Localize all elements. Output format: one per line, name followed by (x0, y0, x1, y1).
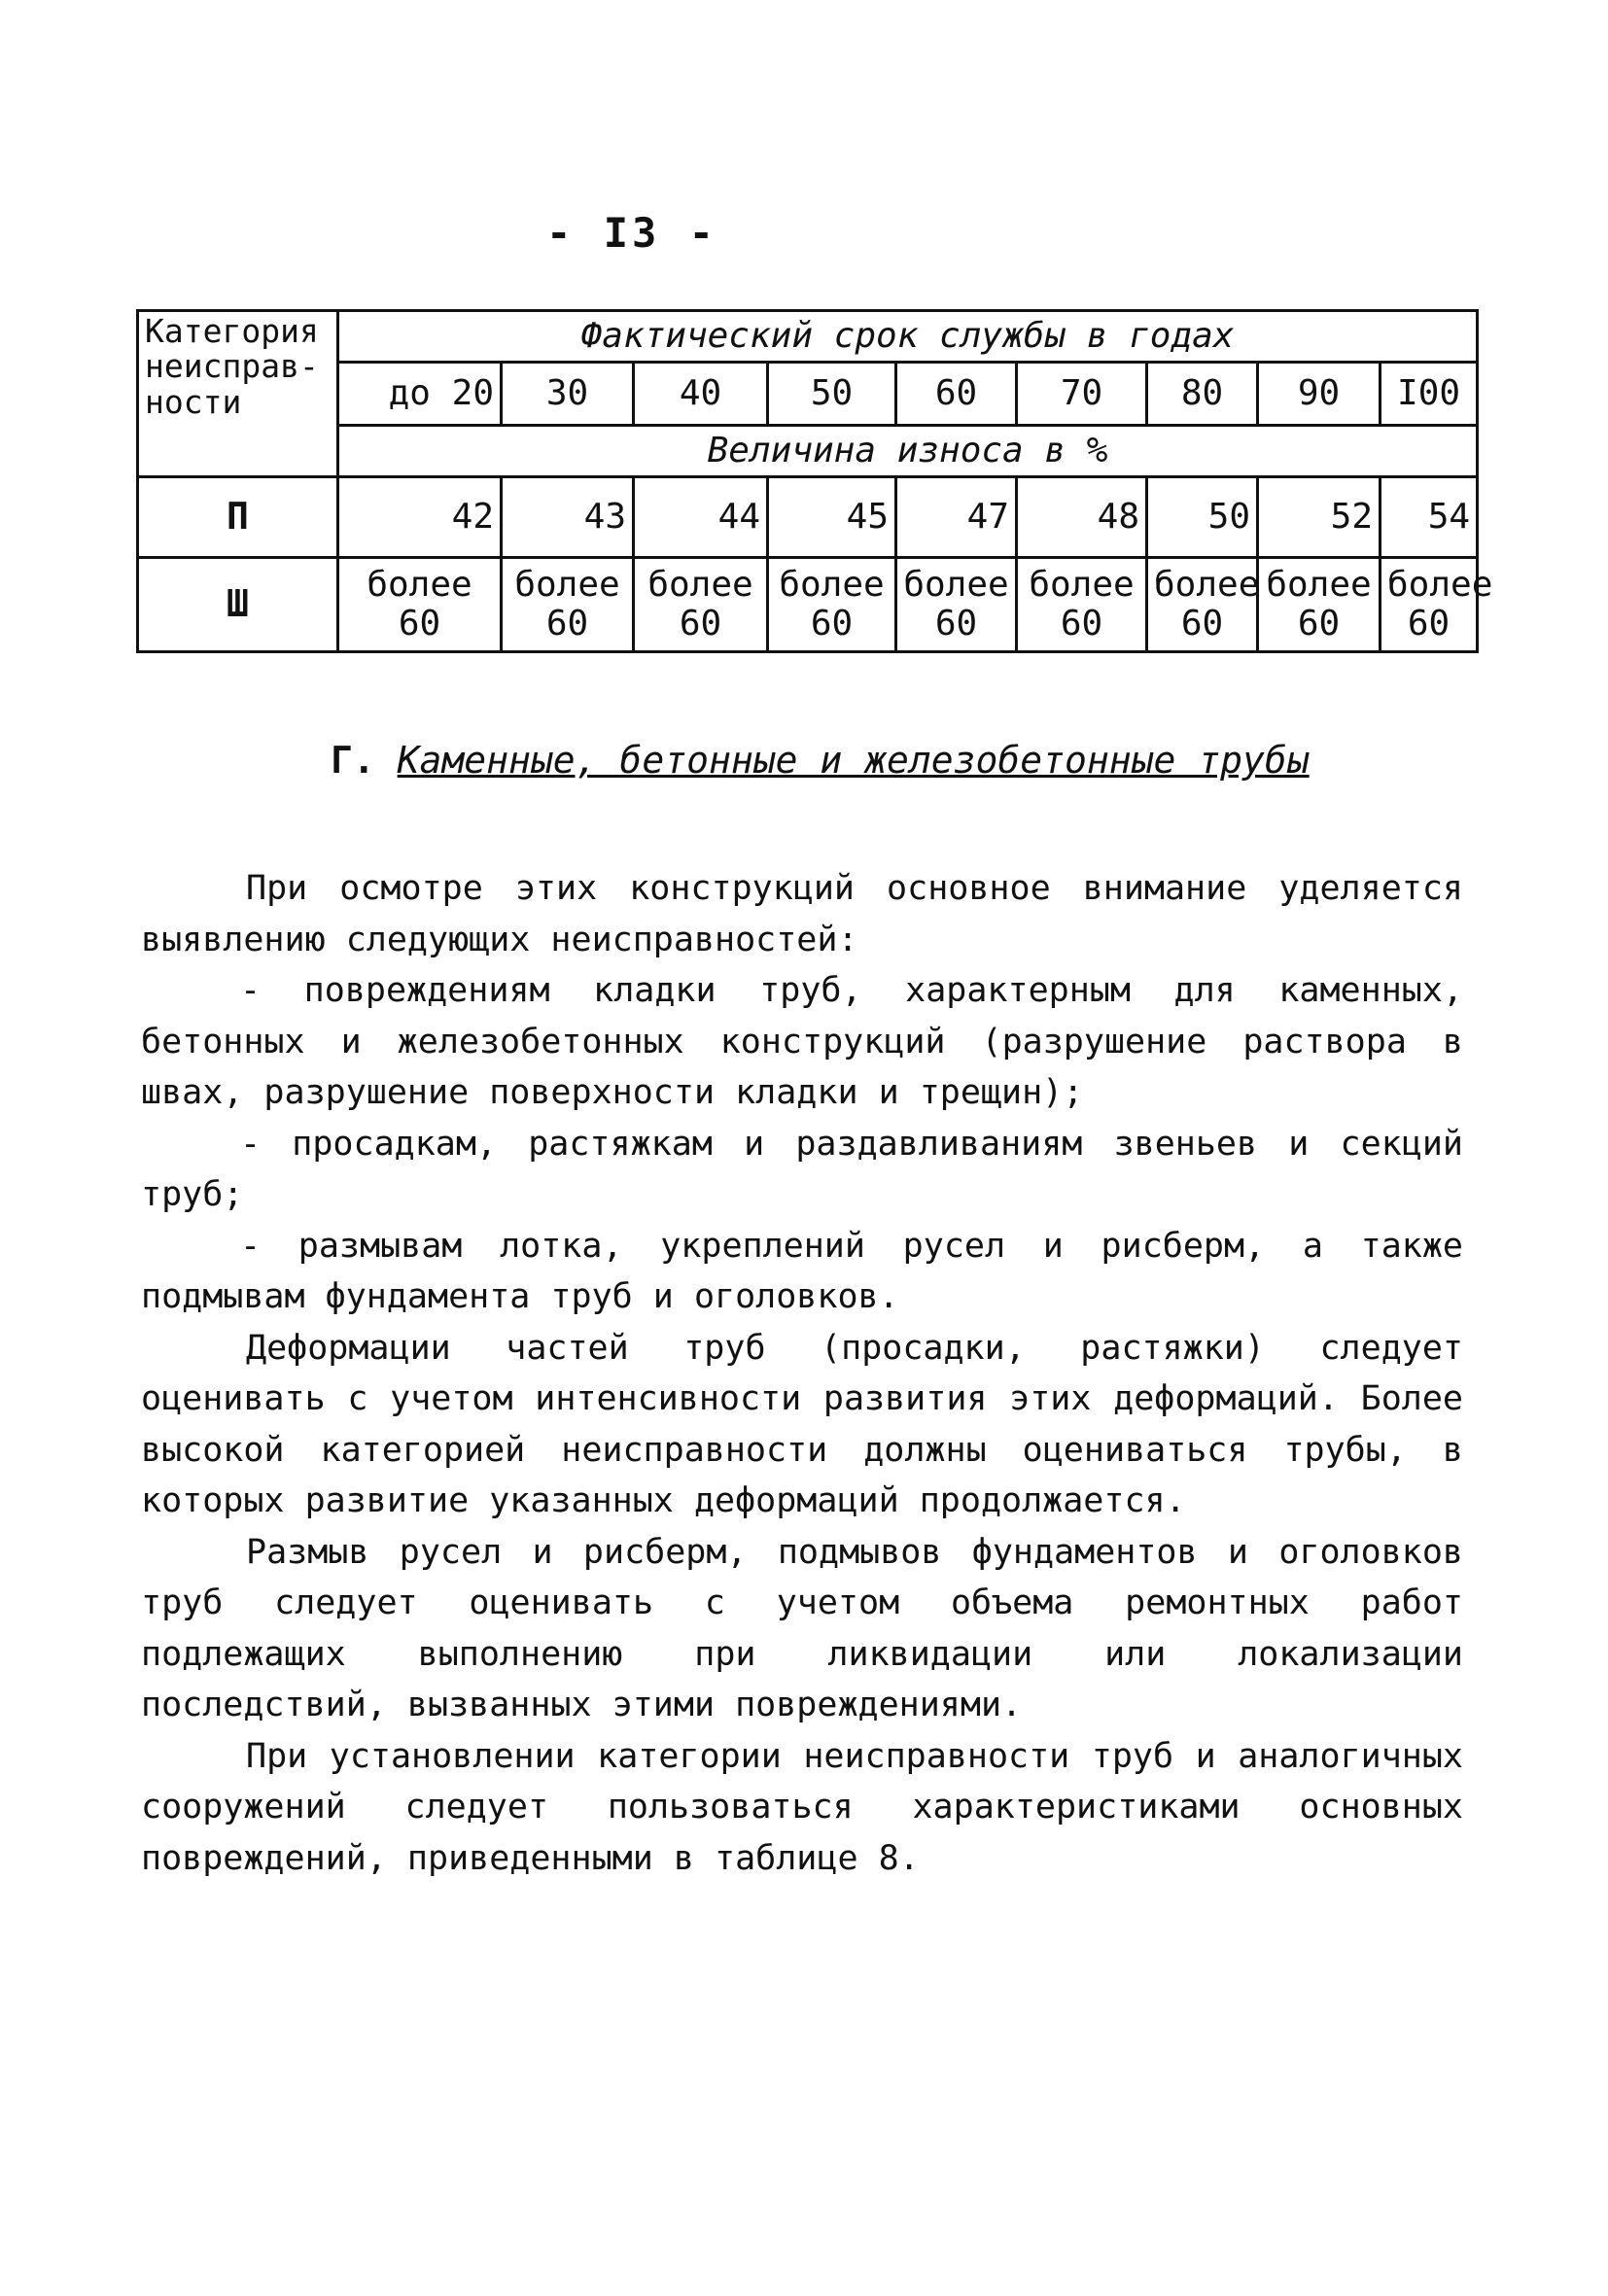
wear-value-cell: 48 (1017, 477, 1147, 558)
paragraph: При осмотре этих конструкций основное внимание уделяется выявлению следующих неисправностей: (141, 869, 1463, 959)
wear-value-cell: более 60 (1381, 558, 1478, 652)
year-cell: I00 (1381, 363, 1478, 426)
body-text (141, 863, 1463, 1884)
year-cell: 70 (1017, 363, 1147, 426)
wear-percent-header: Величина износа в % (338, 426, 1478, 477)
year-cell: 80 (1147, 363, 1258, 426)
wear-value-cell: 52 (1258, 477, 1381, 558)
wear-value-cell: более 60 (1017, 558, 1147, 652)
wear-value-cell: 54 (1381, 477, 1478, 558)
bullet-item: - повреждениям кладки труб, характерным для каменных, бетонных и железобетонных конструкций (разрушение раствора в швах, разрушение поверхности кладки и трещин); (141, 971, 1463, 1112)
wear-value-cell: более 60 (502, 558, 634, 652)
category-cell: Ш (138, 558, 338, 652)
wear-table (136, 309, 1493, 653)
year-cell: 90 (1258, 363, 1381, 426)
section-letter: Г. (331, 739, 375, 782)
wear-value-cell: 44 (634, 477, 768, 558)
page-number: - I3 - (546, 209, 717, 257)
year-cell: до 20 (338, 363, 502, 426)
wear-value-cell: 45 (768, 477, 896, 558)
paragraph: Деформации частей труб (просадки, растяжки) следует оценивать с учетом интенсивности развития этих деформаций. Более высокой категорией неисправности должны оцениваться трубы, в которых развитие указанных деформаций продолжается. (141, 1328, 1463, 1520)
bullet-item: - размывам лотка, укреплений русел и рисберм, а также подмывам фундамента труб и оголовков. (141, 1226, 1463, 1316)
wear-value-cell: 43 (502, 477, 634, 558)
table-row (138, 558, 1478, 652)
years-row (138, 363, 1478, 426)
wear-value-cell: более 60 (768, 558, 896, 652)
service-period-header: Фактический срок службы в годах (338, 311, 1478, 363)
year-cell: 50 (768, 363, 896, 426)
category-cell: П (138, 477, 338, 558)
wear-value-cell: более 60 (1258, 558, 1381, 652)
year-cell: 40 (634, 363, 768, 426)
section-heading (331, 739, 1310, 782)
section-title: Каменные, бетонные и железобетонные трубы (397, 739, 1310, 782)
wear-value-cell: более 60 (634, 558, 768, 652)
wear-value-cell: более 60 (338, 558, 502, 652)
year-cell: 60 (896, 363, 1017, 426)
wear-value-cell: более 60 (896, 558, 1017, 652)
wear-value-cell: 47 (896, 477, 1017, 558)
wear-value-cell: 50 (1147, 477, 1258, 558)
year-cell: 30 (502, 363, 634, 426)
paragraph: Размыв русел и рисберм, подмывов фундаментов и оголовков труб следует оценивать с учетом объема ремонтных работ подлежащих выполнению при ликвидации или локализации последствий, вызванных этими повреждениями. (141, 1532, 1463, 1724)
wear-value-cell: 42 (338, 477, 502, 558)
bullet-item: - просадкам, растяжкам и раздавливаниям звеньев и секций труб; (141, 1124, 1463, 1214)
category-header: Категория неисправ-ности (138, 311, 338, 477)
wear-value-cell: более 60 (1147, 558, 1258, 652)
table-row (138, 477, 1478, 558)
paragraph: При установлении категории неисправности труб и аналогичных сооружений следует пользоваться характеристиками основных повреждений, приведенными в таблице 8. (141, 1736, 1463, 1878)
